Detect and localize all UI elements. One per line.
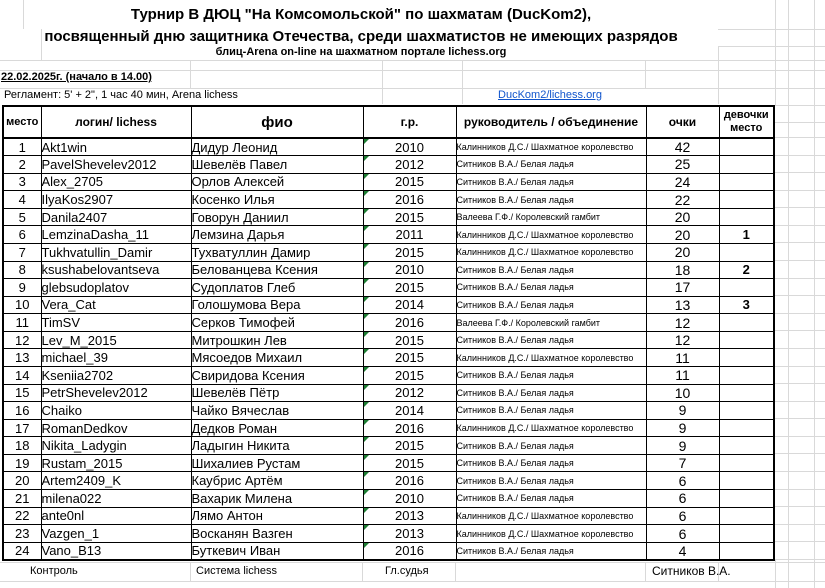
cell-name[interactable]: Каубрис Артём (191, 472, 363, 490)
error-indicator-icon (364, 402, 369, 407)
cell-points[interactable]: 25 (646, 156, 719, 174)
cell-girls-place[interactable] (719, 367, 774, 385)
cell-place[interactable]: 19 (3, 454, 41, 472)
cell-points[interactable]: 20 (646, 243, 719, 261)
cell-girls-place[interactable] (719, 349, 774, 367)
cell-name[interactable]: Митрошкин Лев (191, 331, 363, 349)
cell-name[interactable]: Лямо Антон (191, 507, 363, 525)
gridline (775, 207, 825, 208)
gridline (190, 562, 191, 581)
cell-coach[interactable]: Калинников Д.С./ Шахматное королевство (456, 138, 646, 156)
gridline (775, 401, 825, 402)
cell-points[interactable]: 12 (646, 314, 719, 332)
gridline (775, 278, 825, 279)
cell-login[interactable]: PetrShevelev2012 (41, 384, 191, 402)
error-indicator-icon (364, 156, 369, 161)
cell-points[interactable]: 6 (646, 472, 719, 490)
gridline (775, 489, 825, 490)
gridline (775, 453, 825, 454)
gridline (775, 506, 825, 507)
gridline (382, 60, 383, 104)
cell-name[interactable]: Восканян Вазген (191, 525, 363, 543)
gridline (775, 225, 825, 226)
cell-girls-place[interactable] (719, 331, 774, 349)
column-header-name[interactable]: фио (191, 106, 363, 138)
cell-points[interactable]: 9 (646, 437, 719, 455)
cell-girls-place[interactable]: 2 (719, 261, 774, 279)
cell-login[interactable]: IlyaKos2907 (41, 191, 191, 209)
error-indicator-icon (364, 226, 369, 231)
cell-birthyear[interactable]: 2014 (363, 402, 456, 420)
cell-name[interactable]: Мясоедов Михаил (191, 349, 363, 367)
cell-points[interactable]: 9 (646, 402, 719, 420)
cell-place[interactable]: 8 (3, 261, 41, 279)
gridline (775, 242, 825, 243)
cell-login[interactable]: Rustam_2015 (41, 454, 191, 472)
table-row (3, 296, 774, 314)
table-row (3, 507, 774, 525)
cell-place[interactable]: 4 (3, 191, 41, 209)
gridline (0, 60, 825, 61)
table-row (3, 384, 774, 402)
cell-coach[interactable]: Валеева Г.Ф./ Королевский гамбит (456, 208, 646, 226)
cell-place[interactable]: 9 (3, 279, 41, 297)
cell-points[interactable]: 24 (646, 173, 719, 191)
column-header-login[interactable]: логин/ lichess (41, 106, 191, 138)
gridline (775, 330, 825, 331)
cell-girls-place[interactable] (719, 138, 774, 156)
error-indicator-icon (364, 209, 369, 214)
table-row (3, 367, 774, 385)
table-row (3, 490, 774, 508)
cell-birthyear[interactable]: 2015 (363, 437, 456, 455)
gridline (775, 436, 825, 437)
gridline (775, 559, 825, 560)
cell-points[interactable]: 18 (646, 261, 719, 279)
table-row (3, 314, 774, 332)
error-indicator-icon (364, 437, 369, 442)
cell-coach[interactable]: Ситников В.А./ Белая ладья (456, 490, 646, 508)
gridline (775, 172, 825, 173)
cell-place[interactable]: 11 (3, 314, 41, 332)
cell-coach[interactable]: Ситников В.А./ Белая ладья (456, 454, 646, 472)
cell-name[interactable]: Свиридова Ксения (191, 367, 363, 385)
cell-points[interactable]: 10 (646, 384, 719, 402)
cell-points[interactable]: 9 (646, 419, 719, 437)
cell-points[interactable]: 6 (646, 507, 719, 525)
error-indicator-icon (364, 139, 369, 144)
cell-coach[interactable]: Ситников В.А./ Белая ладья (456, 156, 646, 174)
error-indicator-icon (364, 314, 369, 319)
cell-login[interactable]: Kseniia2702 (41, 367, 191, 385)
cell-coach[interactable]: Калинников Д.С./ Шахматное королевство (456, 507, 646, 525)
cell-name[interactable]: Дедков Роман (191, 419, 363, 437)
error-indicator-icon (364, 508, 369, 513)
cell-birthyear[interactable]: 2016 (363, 191, 456, 209)
cell-birthyear[interactable]: 2010 (363, 261, 456, 279)
cell-place[interactable]: 10 (3, 296, 41, 314)
cell-place[interactable]: 24 (3, 542, 41, 560)
cell-name[interactable]: Буткевич Иван (191, 542, 363, 560)
table-row (3, 138, 774, 156)
error-indicator-icon (364, 385, 369, 390)
cell-place[interactable]: 14 (3, 367, 41, 385)
gridline (645, 60, 646, 88)
error-indicator-icon (364, 174, 369, 179)
error-indicator-icon (364, 525, 369, 530)
regulations-text: Регламент: 5' + 2", 1 час 40 мин, Arena lichess (4, 89, 238, 101)
cell-place[interactable]: 22 (3, 507, 41, 525)
cell-name[interactable]: Дидур Леонид (191, 138, 363, 156)
gridline (775, 366, 825, 367)
cell-girls-place[interactable] (719, 472, 774, 490)
table-row (3, 243, 774, 261)
cell-points[interactable]: 11 (646, 349, 719, 367)
cell-place[interactable]: 6 (3, 226, 41, 244)
gridline (775, 559, 776, 588)
gridline (775, 105, 825, 106)
gridline (775, 122, 825, 123)
gridline (0, 581, 825, 582)
gridline (718, 46, 825, 47)
cell-girls-place[interactable] (719, 419, 774, 437)
cell-coach[interactable]: Ситников В.А./ Белая ладья (456, 173, 646, 191)
error-indicator-icon (364, 262, 369, 267)
table-row (3, 472, 774, 490)
error-indicator-icon (364, 191, 369, 196)
cell-birthyear[interactable]: 2015 (363, 279, 456, 297)
cell-name[interactable]: Серков Тимофей (191, 314, 363, 332)
cell-points[interactable]: 17 (646, 279, 719, 297)
gridline (775, 418, 825, 419)
cell-coach[interactable]: Ситников В.А./ Белая ладья (456, 261, 646, 279)
cell-name[interactable]: Тухватуллин Дамир (191, 243, 363, 261)
table-row (3, 261, 774, 279)
table-row (3, 279, 774, 297)
cell-girls-place[interactable] (719, 173, 774, 191)
cell-birthyear[interactable]: 2010 (363, 138, 456, 156)
cell-birthyear[interactable]: 2013 (363, 507, 456, 525)
cell-place[interactable]: 21 (3, 490, 41, 508)
table-row (3, 419, 774, 437)
cell-points[interactable]: 12 (646, 331, 719, 349)
cell-place[interactable]: 20 (3, 472, 41, 490)
cell-coach[interactable]: Ситников В.А./ Белая ладья (456, 384, 646, 402)
column-header-points[interactable]: очки (646, 106, 719, 138)
cell-birthyear[interactable]: 2010 (363, 490, 456, 508)
gridline (775, 0, 776, 105)
error-indicator-icon (364, 244, 369, 249)
cell-points[interactable]: 4 (646, 542, 719, 560)
footer-judge-name: Ситников В.А. (652, 564, 731, 578)
cell-points[interactable]: 42 (646, 138, 719, 156)
error-indicator-icon (364, 543, 369, 548)
cell-points[interactable]: 7 (646, 454, 719, 472)
cell-birthyear[interactable]: 2015 (363, 331, 456, 349)
gridline (718, 29, 825, 30)
table-row (3, 402, 774, 420)
cell-birthyear[interactable]: 2012 (363, 384, 456, 402)
cell-girls-place[interactable] (719, 490, 774, 508)
cell-name[interactable]: Шевелёв Пётр (191, 384, 363, 402)
cell-coach[interactable]: Валеева Г.Ф./ Королевский гамбит (456, 314, 646, 332)
cell-login[interactable]: RomanDedkov (41, 419, 191, 437)
error-indicator-icon (364, 420, 369, 425)
cell-birthyear[interactable]: 2015 (363, 243, 456, 261)
cell-points[interactable]: 20 (646, 208, 719, 226)
table-row (3, 173, 774, 191)
cell-birthyear[interactable]: 2016 (363, 472, 456, 490)
table-row (3, 208, 774, 226)
cell-name[interactable]: Чайко Вячеслав (191, 402, 363, 420)
cell-name[interactable]: Шевелёв Павел (191, 156, 363, 174)
error-indicator-icon (364, 472, 369, 477)
gridline (775, 383, 825, 384)
cell-girls-place[interactable] (719, 314, 774, 332)
cell-coach[interactable]: Ситников В.А./ Белая ладья (456, 296, 646, 314)
gridline (775, 541, 825, 542)
cell-login[interactable]: Akt1win (41, 138, 191, 156)
cell-coach[interactable]: Ситников В.А./ Белая ладья (456, 472, 646, 490)
gridline (775, 190, 825, 191)
footer-control-label: Контроль (30, 565, 78, 577)
cell-birthyear[interactable]: 2011 (363, 226, 456, 244)
gridline (775, 155, 825, 156)
cell-login[interactable]: glebsudoplatov (41, 279, 191, 297)
cell-login[interactable]: Vera_Cat (41, 296, 191, 314)
cell-coach[interactable]: Калинников Д.С./ Шахматное королевство (456, 349, 646, 367)
cell-points[interactable]: 6 (646, 490, 719, 508)
table-row (3, 331, 774, 349)
gridline (775, 260, 825, 261)
table-row (3, 226, 774, 244)
column-header-birthyear[interactable]: г.р. (363, 106, 456, 138)
error-indicator-icon (364, 490, 369, 495)
cell-place[interactable]: 15 (3, 384, 41, 402)
error-indicator-icon (364, 455, 369, 460)
cell-login[interactable]: Artem2409_K (41, 472, 191, 490)
table-row (3, 437, 774, 455)
cell-name[interactable]: Ладыгин Никита (191, 437, 363, 455)
cell-login[interactable]: michael_39 (41, 349, 191, 367)
gridline (775, 348, 825, 349)
column-header-place[interactable]: место (3, 106, 41, 138)
cell-login[interactable]: TimSV (41, 314, 191, 332)
tournament-subtitle: блиц-Arena on-line на шахматном портале lichess.org (215, 46, 507, 58)
footer-system-label: Система lichess (196, 565, 277, 577)
cell-login[interactable]: milena022 (41, 490, 191, 508)
cell-girls-place[interactable] (719, 156, 774, 174)
gridline (775, 471, 825, 472)
cell-name[interactable]: Вахарик Милена (191, 490, 363, 508)
error-indicator-icon (364, 332, 369, 337)
cell-coach[interactable]: Ситников В.А./ Белая ладья (456, 331, 646, 349)
cell-place[interactable]: 5 (3, 208, 41, 226)
cell-name[interactable]: Говорун Даниил (191, 208, 363, 226)
cell-place[interactable]: 12 (3, 331, 41, 349)
cell-name[interactable]: Лемзина Дарья (191, 226, 363, 244)
cell-birthyear[interactable]: 2013 (363, 525, 456, 543)
cell-girls-place[interactable]: 3 (719, 296, 774, 314)
table-row (3, 156, 774, 174)
cell-login[interactable]: Vano_B13 (41, 542, 191, 560)
error-indicator-icon (364, 297, 369, 302)
cell-birthyear[interactable]: 2015 (363, 454, 456, 472)
cell-points[interactable]: 13 (646, 296, 719, 314)
cell-birthyear[interactable]: 2012 (363, 156, 456, 174)
cell-birthyear[interactable]: 2014 (363, 296, 456, 314)
cell-name[interactable]: Судоплатов Глеб (191, 279, 363, 297)
cell-coach[interactable]: Ситников В.А./ Белая ладья (456, 279, 646, 297)
cell-coach[interactable]: Калинников Д.С./ Шахматное королевство (456, 419, 646, 437)
cell-login[interactable]: Tukhvatullin_Damir (41, 243, 191, 261)
cell-place[interactable]: 7 (3, 243, 41, 261)
lichess-tournament-link[interactable]: DucKom2/lichess.org (498, 89, 602, 101)
cell-points[interactable]: 11 (646, 367, 719, 385)
error-indicator-icon (364, 349, 369, 354)
cell-girls-place[interactable] (719, 384, 774, 402)
cell-birthyear[interactable]: 2016 (363, 542, 456, 560)
cell-birthyear[interactable]: 2015 (363, 173, 456, 191)
tournament-title-line2: посвященный дню защитника Отечества, среди шахматистов не имеющих разрядов (44, 28, 678, 45)
cell-girls-place[interactable] (719, 437, 774, 455)
table-row (3, 349, 774, 367)
cell-birthyear[interactable]: 2015 (363, 367, 456, 385)
table-row (3, 525, 774, 543)
cell-girls-place[interactable] (719, 402, 774, 420)
gridline (190, 60, 191, 88)
gridline (455, 562, 456, 581)
cell-points[interactable]: 20 (646, 226, 719, 244)
cell-login[interactable]: PavelShevelev2012 (41, 156, 191, 174)
cell-place[interactable]: 23 (3, 525, 41, 543)
cell-name[interactable]: Косенко Илья (191, 191, 363, 209)
gridline (775, 295, 825, 296)
cell-name[interactable]: Голошумова Вера (191, 296, 363, 314)
cell-coach[interactable]: Калинников Д.С./ Шахматное королевство (456, 243, 646, 261)
gridline (0, 562, 825, 563)
tournament-title-line1: Турнир В ДЮЦ "На Комсомольской" по шахматам (DucKom2), (130, 6, 592, 23)
cell-girls-place[interactable] (719, 507, 774, 525)
cell-girls-place[interactable] (719, 191, 774, 209)
tournament-date: 22.02.2025г. (начало в 14.00) (1, 71, 152, 83)
cell-place[interactable]: 18 (3, 437, 41, 455)
results-table (2, 105, 775, 561)
cell-login[interactable]: Vazgen_1 (41, 525, 191, 543)
cell-coach[interactable]: Ситников В.А./ Белая ладья (456, 367, 646, 385)
cell-place[interactable]: 2 (3, 156, 41, 174)
gridline (775, 313, 825, 314)
gridline (645, 562, 646, 581)
cell-login[interactable]: Danila2407 (41, 208, 191, 226)
cell-birthyear[interactable]: 2016 (363, 314, 456, 332)
header-row (3, 106, 774, 138)
cell-place[interactable]: 3 (3, 173, 41, 191)
cell-name[interactable]: Шихалиев Рустам (191, 454, 363, 472)
cell-birthyear[interactable]: 2016 (363, 419, 456, 437)
table-row (3, 191, 774, 209)
cell-girls-place[interactable] (719, 243, 774, 261)
cell-coach[interactable]: Ситников В.А./ Белая ладья (456, 402, 646, 420)
cell-points[interactable]: 6 (646, 525, 719, 543)
cell-login[interactable]: LemzinaDasha_11 (41, 226, 191, 244)
column-header-girls-place[interactable]: девочки место (719, 106, 774, 138)
cell-place[interactable]: 16 (3, 402, 41, 420)
cell-birthyear[interactable]: 2015 (363, 208, 456, 226)
gridline (362, 562, 363, 581)
cell-login[interactable]: ksushabelovantseva (41, 261, 191, 279)
cell-place[interactable]: 13 (3, 349, 41, 367)
cell-birthyear[interactable]: 2015 (363, 349, 456, 367)
cell-girls-place[interactable] (719, 542, 774, 560)
cell-coach[interactable]: Ситников В.А./ Белая ладья (456, 191, 646, 209)
cell-coach[interactable]: Ситников В.А./ Белая ладья (456, 437, 646, 455)
cell-girls-place[interactable] (719, 208, 774, 226)
cell-name[interactable]: Белованцева Ксения (191, 261, 363, 279)
error-indicator-icon (364, 367, 369, 372)
cell-login[interactable]: Lev_M_2015 (41, 331, 191, 349)
gridline (775, 137, 825, 138)
cell-login[interactable]: ante0nl (41, 507, 191, 525)
cell-login[interactable]: Nikita_Ladygin (41, 437, 191, 455)
cell-place[interactable]: 17 (3, 419, 41, 437)
column-header-coach[interactable]: руководитель / объединение (456, 106, 646, 138)
cell-girls-place[interactable]: 1 (719, 226, 774, 244)
cell-points[interactable]: 22 (646, 191, 719, 209)
cell-place[interactable]: 1 (3, 138, 41, 156)
cell-girls-place[interactable] (719, 454, 774, 472)
cell-coach[interactable]: Калинников Д.С./ Шахматное королевство (456, 525, 646, 543)
cell-login[interactable]: Alex_2705 (41, 173, 191, 191)
cell-coach[interactable]: Ситников В.А./ Белая ладья (456, 542, 646, 560)
cell-girls-place[interactable] (719, 525, 774, 543)
cell-coach[interactable]: Калинников Д.С./ Шахматное королевство (456, 226, 646, 244)
cell-login[interactable]: Chaiko (41, 402, 191, 420)
table-row (3, 542, 774, 560)
gridline (775, 524, 825, 525)
cell-name[interactable]: Орлов Алексей (191, 173, 363, 191)
footer-judge-label: Гл.судья (385, 565, 429, 577)
error-indicator-icon (364, 279, 369, 284)
table-row (3, 454, 774, 472)
cell-girls-place[interactable] (719, 279, 774, 297)
